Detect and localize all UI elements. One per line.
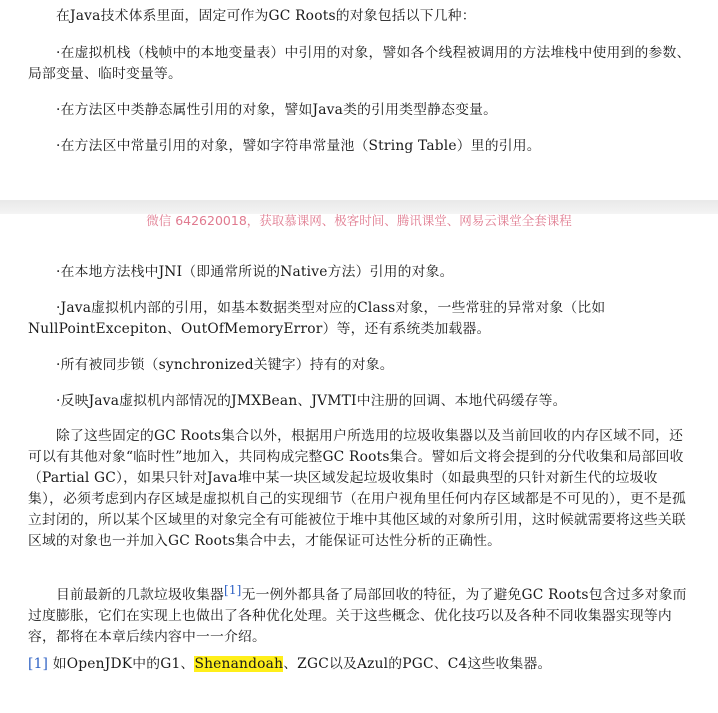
paragraph-partial-gc-after: 无一例外都具备了局部回收的特征，为了避免GC Roots包含过多对象而过度膨胀，它们在实现上也做出了各种优化处理。关于这些概念、优化技巧以及各种不同收集器实现等内容，都将在本章后续内容中一一介绍。: [28, 587, 687, 645]
page-bottom: [0, 214, 718, 713]
paragraph-jvm-internal: ·Java虚拟机内部的引用，如基本数据类型对应的Class对象，一些常驻的异常对象（比如NullPointExcepiton、OutOfMemoryError）等，还有系统类加载器。: [28, 300, 606, 337]
paragraph-gc-roots-extra: 除了这些固定的GC Roots集合以外，根据用户所选用的垃圾收集器以及当前回收的内存区域不同，还可以有其他对象“临时性”地加入，共同构成完整GC Roots集合。譬如后文将会提到的分代收集和局部回收（Partial GC），如果只针对Java堆中某一块区域发起垃圾收集时（如最典型的只针对新生代的垃圾收集），必须考虑到内存区域是虚拟机自己的实现细节（在用户视角里任何内存区域都是不可见的），更不是孤立封闭的，所以某个区域里的对象完全有可能被位于堆中其他区域的对象所引用，这时候就需要将这些关联区域的对象也一并加入GC Roots集合中去，才能保证可达性分析的正确性。: [28, 428, 687, 549]
paragraph-partial-gc-before: 目前最新的几款垃圾收集器: [56, 587, 224, 603]
watermark-text: 微信 642620018，获取慕课网、极客时间、腾讯课堂、网易云课堂全套课程: [146, 213, 572, 228]
footnote-text-before: 如OpenJDK中的G1、: [48, 656, 195, 672]
paragraph-partial-gc: [28, 580, 692, 648]
footnote-backref-link[interactable]: [1]: [28, 656, 49, 672]
paragraph-intro: 在Java技术体系里面，固定可作为GC Roots的对象包括以下几种：: [56, 8, 476, 24]
paragraph-synchronized: ·所有被同步锁（synchronized关键字）持有的对象。: [56, 357, 394, 373]
paragraph-constant-ref: ·在方法区中常量引用的对象，譬如字符串常量池（String Table）里的引用。: [56, 138, 541, 154]
footnote-text-after: 、ZGC以及Azul的PGC、C4这些收集器。: [283, 656, 552, 672]
paragraph-vm-stack: ·在虚拟机栈（栈帧中的本地变量表）中引用的对象，譬如各个线程被调用的方法堆栈中使用到的参数、局部变量、临时变量等。: [28, 45, 691, 82]
paragraph-static-attr: ·在方法区中类静态属性引用的对象，譬如Java类的引用类型静态变量。: [56, 102, 498, 118]
page-separator: [0, 200, 718, 214]
footnote-ref-link[interactable]: [1]: [223, 583, 242, 597]
paragraph-jmxbean: ·反映Java虚拟机内部情况的JMXBean、JVMTI中注册的回调、本地代码缓存等。: [56, 393, 567, 409]
footnote: [28, 654, 692, 675]
highlighted-term: Shenandoah: [194, 656, 284, 672]
paragraph-jni: ·在本地方法栈中JNI（即通常所说的Native方法）引用的对象。: [56, 264, 454, 280]
page-top: [0, 0, 718, 200]
